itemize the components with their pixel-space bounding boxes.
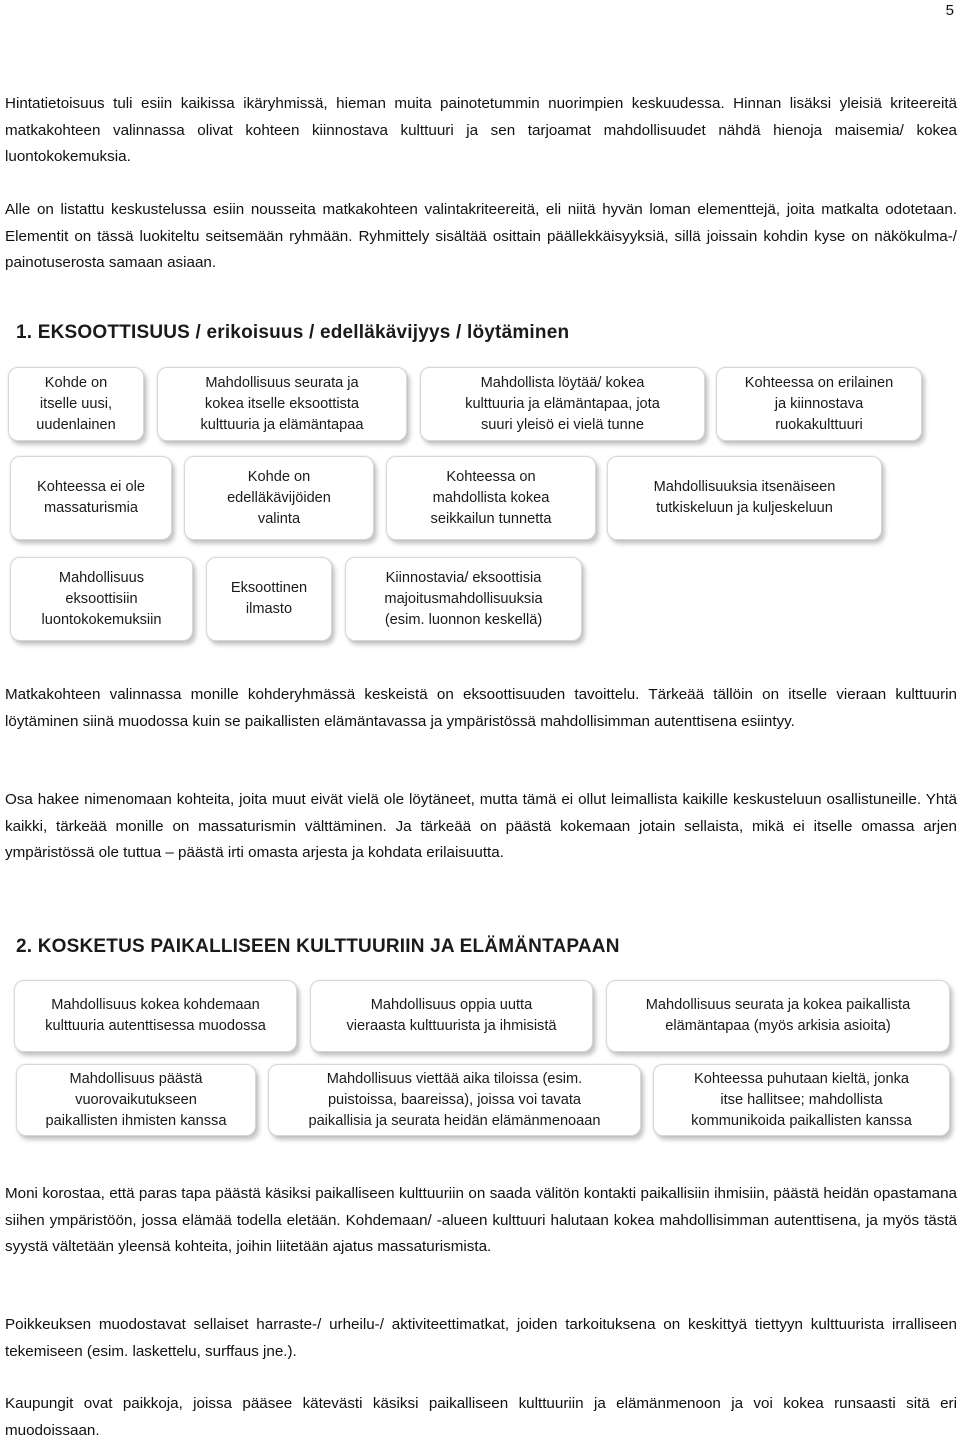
criteria-box: Mahdollisuus kokea kohdemaan kulttuuria autenttisessa muodossa (14, 980, 297, 1052)
criteria-box: Mahdollista löytää/ kokea kulttuuria ja elämäntapaa, jota suuri yleisö ei vielä tunne (420, 367, 705, 441)
criteria-box: Kohteessa on mahdollista kokea seikkailun tunnetta (386, 456, 596, 540)
criteria-box: Kohteessa on erilainen ja kiinnostava ruokakulttuuri (716, 367, 922, 441)
section-2-heading: 2. KOSKETUS PAIKALLISEEN KULTTUURIIN JA ELÄMÄNTAPAAN (16, 936, 620, 957)
criteria-box: Kohde on itselle uusi, uudenlainen (8, 367, 144, 441)
paragraph-exoticism: Matkakohteen valinnassa monille kohderyhmässä keskeistä on eksoottisuuden tavoittelu. Tärkeää tällöin on itselle vieraan kulttuurin löytäminen siinä muodossa kuin se paikallisten elämäntavassa ja ympäristössä mahdollisimman autenttisena esiintyy. (5, 686, 957, 730)
paragraph-criteria-intro: Alle on listattu keskustelussa esiin nousseita matkakohteen valintakriteereitä, eli niitä hyvän loman elementtejä, joita matkalta odotetaan. Elementit on tässä luokiteltu seitsemään ryhmään. Ryhmittely sisältää osittain päällekkäisyyksiä, sillä joissain kohdin kyse on näkökulma-/ painotuserosta samaan asiaan. (5, 201, 957, 271)
criteria-box: Mahdollisuus seurata ja kokea paikallista elämäntapaa (myös arkisia asioita) (606, 980, 950, 1052)
criteria-box: Mahdollisuus oppia uutta vieraasta kulttuurista ja ihmisistä (310, 980, 593, 1052)
criteria-box: Mahdollisuuksia itsenäiseen tutkiskeluun ja kuljeskeluun (607, 456, 882, 540)
paragraph-exception: Poikkeuksen muodostavat sellaiset harraste-/ urheilu-/ aktiviteettimatkat, joiden tarkoituksena on keskittyä tiettyyn kulttuurista irralliseen tekemiseen (esim. laskettelu, surffaus jne.). (5, 1316, 957, 1360)
criteria-box: Kohde on edelläkävijöiden valinta (184, 456, 374, 540)
criteria-box: Mahdollisuus päästä vuorovaikutukseen paikallisten ihmisten kanssa (16, 1064, 256, 1136)
criteria-box: Mahdollisuus seurata ja kokea itselle eksoottista kulttuuria ja elämäntapaa (157, 367, 407, 441)
section-1-heading: 1. EKSOOTTISUUS / erikoisuus / edelläkävijyys / löytäminen (16, 322, 570, 343)
criteria-box: Kiinnostavia/ eksoottisia majoitusmahdollisuuksia (esim. luonnon keskellä) (345, 557, 582, 641)
paragraph-cities: Kaupungit ovat paikkoja, joissa pääsee kätevästi käsiksi paikalliseen kulttuuriin ja elämänmenoon ja voi kokea runsaasti sitä eri muodoissaan. (5, 1395, 957, 1439)
criteria-box: Kohteessa ei ole massaturismia (10, 456, 172, 540)
paragraph-price-awareness: Hintatietoisuus tuli esiin kaikissa ikäryhmissä, hieman muita painotetummin nuorimpien keskuudessa. Hinnan lisäksi yleisiä kriteereitä matkakohteen valinnassa olivat kohteen kiinnostava kulttuuri ja sen tarjoamat mahdollisuudet nähdä hienoja maisemia/ kokea luontokokemuksia. (5, 95, 957, 165)
criteria-box: Kohteessa puhutaan kieltä, jonka itse hallitsee; mahdollista kommunikoida paikallisten kanssa (653, 1064, 950, 1136)
criteria-box: Mahdollisuus eksoottisiin luontokokemuksiin (10, 557, 193, 641)
paragraph-local-contact: Moni korostaa, että paras tapa päästä käsiksi paikalliseen kulttuuriin on saada välitön kontakti paikallisiin ihmisiin, päästä heidän opastamana siihen ympäristöön, jossa elämää todella eletään. Kohdemaan/ -alueen kulttuuri halutaan kokea mahdollisimman autenttisena, ja myös tästä syystä vältetään yleensä kohteita, joihin liitetään ajatus massaturismista. (5, 1185, 957, 1255)
criteria-box: Mahdollisuus viettää aika tiloissa (esim. puistoissa, baareissa), joissa voi tavata paikallisia ja seurata heidän elämänmenoaan (268, 1064, 641, 1136)
page-number: 5 (945, 2, 954, 19)
paragraph-mass-tourism: Osa hakee nimenomaan kohteita, joita muut eivät vielä ole löytäneet, mutta tämä ei ollut leimallista kaikille keskusteluun osallistuneille. Yhtä kaikki, tärkeää monille on massaturismin välttäminen. Ja tärkeää on päästä kokemaan jotain sellaista, mikä ei itselle omassa arjen ympäristössä ole tuttua – päästä irti omasta arjesta ja kohdata erilaisuutta. (5, 791, 957, 861)
criteria-box: Eksoottinen ilmasto (206, 557, 332, 641)
